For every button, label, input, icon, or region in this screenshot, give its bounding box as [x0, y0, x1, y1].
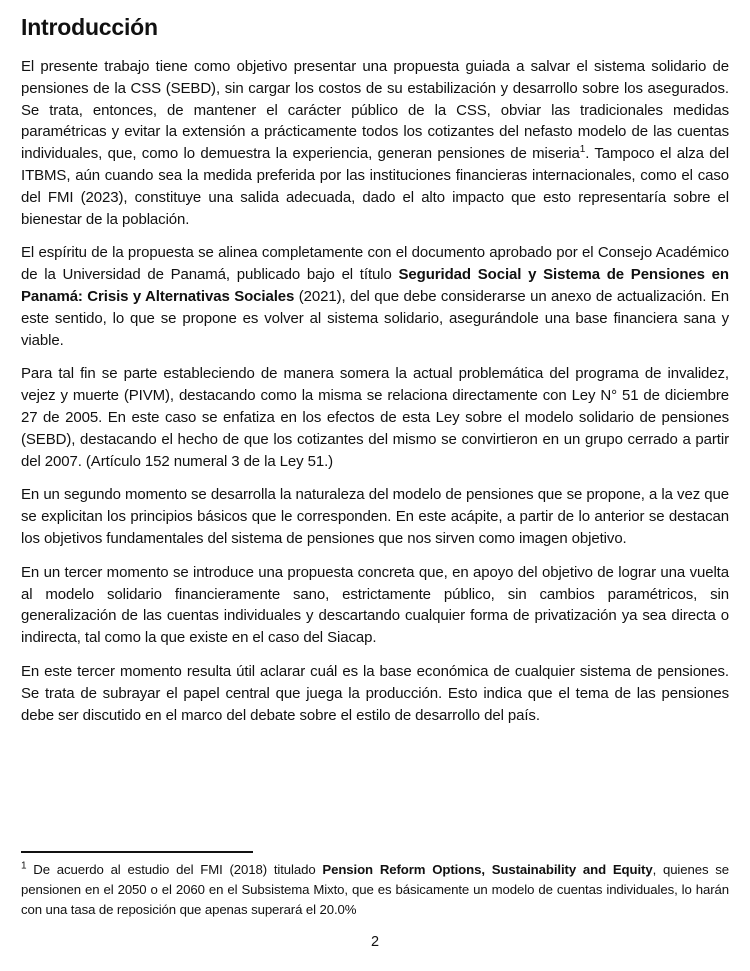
footnote-separator-rule [21, 851, 253, 853]
paragraph-2-text: El espíritu de la propuesta se alinea completamente con el documento aprobado por el Consejo Académico de la Universidad de Panamá, publicado bajo el título [21, 244, 729, 284]
document-title: Introducción [21, 14, 158, 40]
paragraph-3: Para tal fin se parte estableciendo de manera somera la actual problemática del programa de invalidez, vejez y muerte (PIVM), destacando como la misma se relaciona directamente con Ley N° 51 de diciembre 27 de 2005. En este caso se enfatiza en los efectos de esta Ley sobre el modelo solidario de pensiones (SEBD), destacando el hecho de que los cotizantes del mismo se convirtieron en un grupo cerrado a partir del 2007. (Artículo 152 numeral 3 de la Ley 51.) [21, 365, 729, 470]
paragraph-2 [21, 242, 729, 351]
cited-document-title-bold: Seguridad Social y Sistema de Pensiones en Panamá: Crisis y Alternativas Sociales [21, 266, 729, 305]
paragraph-1-text-continued: . Tampoco el alza del ITBMS, aún cuando sea la medida preferida por las instituciones financieras internacionales, como el caso del FMI (2023), constituye una salida adecuada, dado el alto impacto que esto representaría sobre el bienestar de la población. [21, 145, 730, 228]
footnote [21, 860, 729, 920]
paragraph-1 [21, 56, 729, 230]
page-number: 2 [370, 934, 380, 950]
paragraph-1-text: El presente trabajo tiene como objetivo presentar una propuesta guiada a salvar el sistema solidario de pensiones de la CSS (SEBD), sin cargar los costos de su estabilización y desarrollo sobre los asegurados. Se trata, entonces, de mantener el carácter público de la CSS, obviar las tradicionales medidas paramétricas y evitar la extensión a prácticamente todos los cotizantes del nefasto modelo de las cuentas individuales, que, como lo demuestra la experiencia, generan pensiones de miseria [21, 58, 729, 163]
footnote-text: De acuerdo al estudio del FMI (2018) titulado [26, 862, 323, 877]
footnote-cited-title-bold: Pension Reform Options, Sustainability and Equity [322, 862, 653, 877]
paragraph-2-text-continued: (2021), del que debe considerarse un anexo de actualización. En este sentido, lo que se propone es volver al sistema solidario, asegurándole una base financiera sana y viable. [21, 287, 729, 349]
paragraph-5: En un tercer momento se introduce una propuesta concreta que, en apoyo del objetivo de lograr una vuelta al modelo solidario financieramente sano, estrictamente público, sin cambios paramétricos, sin generalización de las cuentas individuales y descartando cualquier forma de privatización ya sea directa o indirecta, tal como la que existe en el caso del Siacap. [21, 563, 729, 647]
footnote-text-continued: , quienes se pensionen en el 2050 o el 2060 en el Subsistema Mixto, que es básicamente un modelo de cuentas individuales, lo harán con una tasa de reposición que apenas superará el 20.0% [21, 862, 730, 917]
page-footer [21, 851, 729, 950]
paragraph-6: En este tercer momento resulta útil aclarar cuál es la base económica de cualquier sistema de pensiones. Se trata de subrayar el papel central que juega la producción. Esto indica que el tema de las pensiones debe ser discutido en el marco del debate sobre el estilo de desarrollo del país. [21, 662, 729, 724]
paragraph-4: En un segundo momento se desarrolla la naturaleza del modelo de pensiones que se propone, a la vez que se explicitan los principios básicos que le corresponden. En este acápite, a partir de lo anterior se destacan los objetivos fundamentales del sistema de pensiones que nos sirven como imagen objetivo. [21, 486, 729, 547]
footnote-reference-superscript: 1 [579, 144, 586, 156]
footnote-marker-superscript: 1 [21, 860, 27, 872]
